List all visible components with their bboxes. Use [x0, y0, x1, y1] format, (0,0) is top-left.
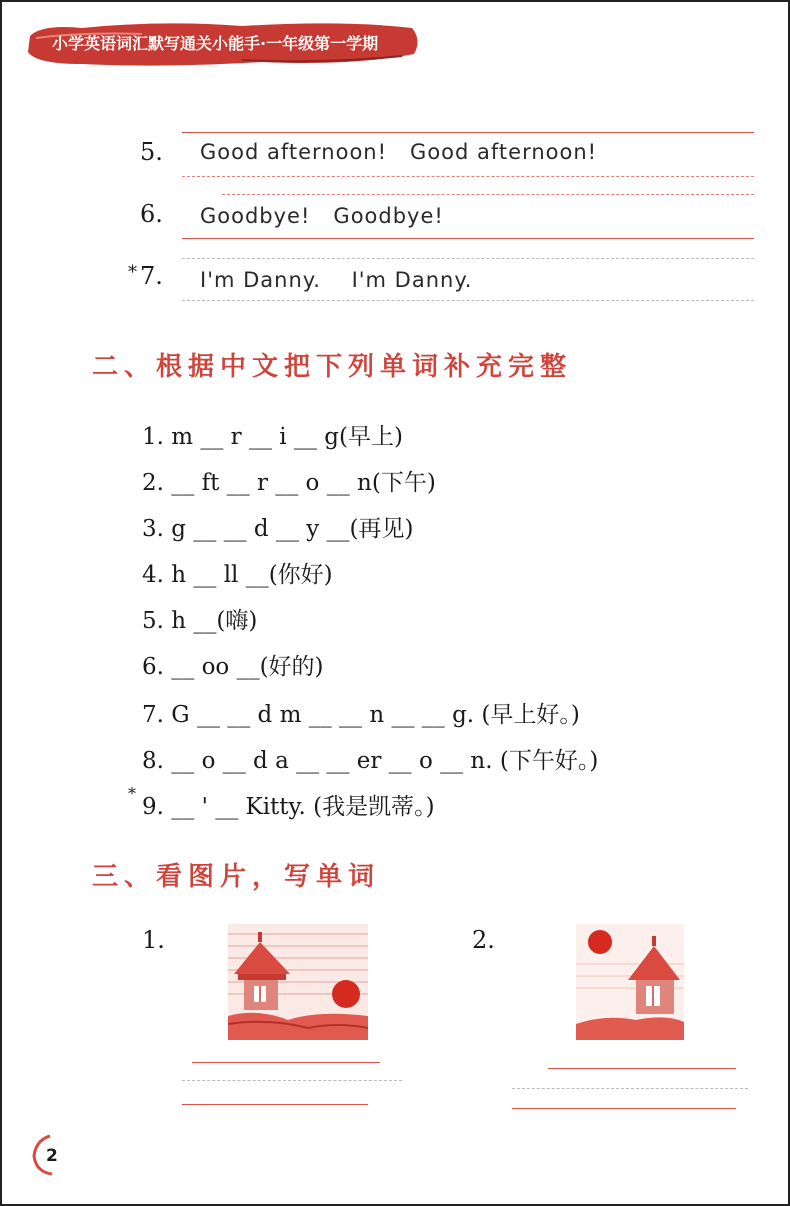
house-with-setting-sun-icon	[228, 924, 368, 1040]
list-item	[128, 784, 435, 821]
answer-line	[182, 1080, 402, 1081]
picture-number: 1.	[142, 926, 165, 954]
star-mark: *	[128, 262, 137, 283]
star-mark: *	[128, 784, 136, 803]
item-text: 6. __ oo __(好的)	[142, 654, 324, 680]
item-text: 8. __ o __ d a __ __ er __ o __ n. (下午好。)	[142, 748, 599, 774]
ruled-line	[182, 238, 754, 239]
item-text: 3. g __ __ d __ y __(再见)	[142, 516, 414, 542]
row-number: 7.	[140, 262, 163, 290]
header-title: 小学英语词汇默写通关小能手·一年级第一学期	[52, 34, 379, 53]
list-item	[142, 602, 257, 635]
list-item	[142, 510, 414, 543]
answer-line	[548, 1068, 736, 1069]
answer-line	[512, 1088, 748, 1089]
answer-line	[512, 1108, 736, 1109]
section-title: 二、根据中文把下列单词补充完整	[92, 352, 573, 382]
item-text: 4. h __ ll __(你好)	[142, 562, 333, 588]
ruled-line	[182, 300, 754, 301]
list-item	[142, 696, 580, 729]
ruled-line	[222, 194, 754, 195]
list-item	[142, 418, 403, 451]
list-item	[142, 556, 333, 589]
handwriting-text: I'm Danny. I'm Danny.	[200, 268, 473, 292]
ruled-line	[182, 132, 754, 133]
item-text: 5. h __(嗨)	[142, 608, 258, 634]
answer-line	[182, 1104, 368, 1105]
item-text: 1. m __ r __ i __ g(早上)	[142, 424, 403, 450]
house-with-rising-sun-icon	[576, 924, 684, 1040]
row-number: 5.	[140, 138, 163, 166]
item-text: 9. __ ' __ Kitty. (我是凯蒂。)	[142, 794, 435, 820]
ruled-line	[182, 258, 754, 259]
item-text: 2. __ ft __ r __ o __ n(下午)	[142, 470, 436, 496]
row-number: 6.	[140, 200, 163, 228]
section-title: 三、看图片，写单词	[92, 862, 381, 892]
list-item	[142, 742, 598, 775]
item-text: 7. G __ __ d m __ __ n __ __ g. (早上好。)	[142, 702, 580, 728]
ruled-line	[182, 176, 754, 177]
handwriting-text: Goodbye! Goodbye!	[200, 204, 444, 228]
picture-number: 2.	[472, 926, 495, 954]
list-item	[142, 464, 436, 497]
handwriting-text: Good afternoon! Good afternoon!	[200, 140, 598, 164]
answer-line	[192, 1062, 380, 1063]
list-item	[142, 648, 324, 681]
page-number: 2	[46, 1146, 58, 1166]
